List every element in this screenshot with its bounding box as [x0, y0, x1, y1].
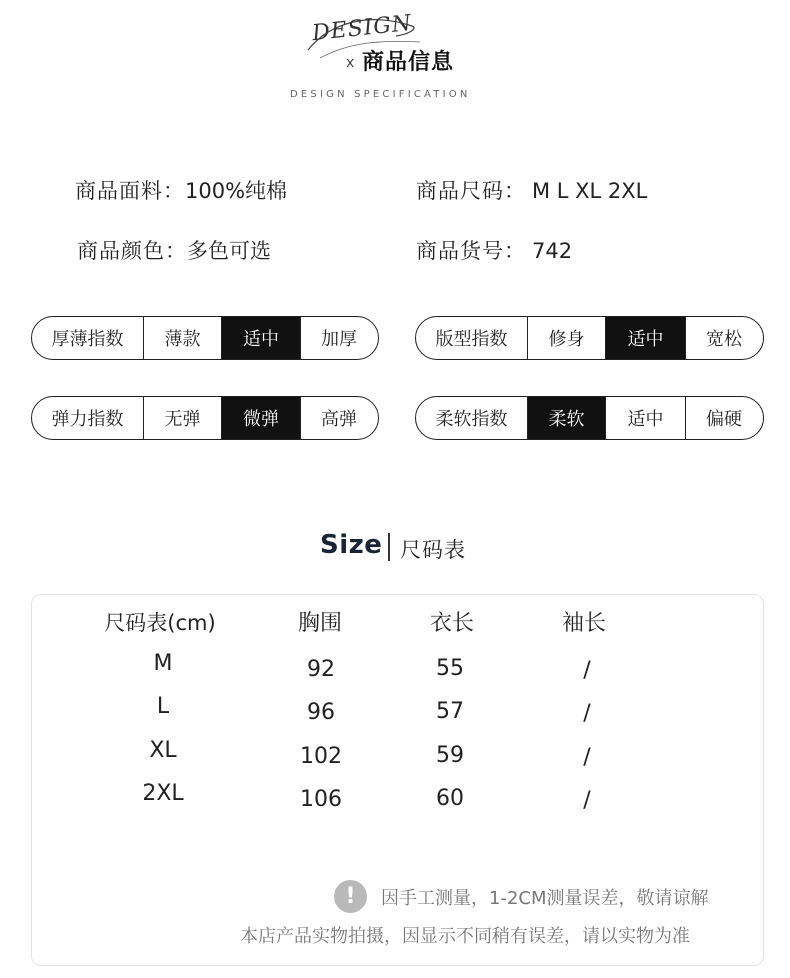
spec-item-no [416, 235, 572, 265]
index-thickness-option-medium: 适中 [221, 317, 300, 359]
logo-script-text: DESIGN [310, 10, 414, 47]
index-elasticity [31, 396, 379, 440]
spec-color [77, 235, 271, 265]
size-table-header-sleeve: 袖长 [561, 611, 606, 636]
exclamation-icon: ! [334, 880, 367, 913]
display-note: 本店产品实物拍摄，因显示不同稍有误差，请以实物为准 [240, 926, 690, 947]
spec-size-value: M L XL 2XL [532, 179, 648, 203]
index-fit-option-slim: 修身 [527, 317, 605, 359]
size-table-card [31, 594, 764, 966]
spec-color-value: 多色可选 [187, 239, 271, 263]
size-row-m-chest: 92 [307, 657, 335, 682]
index-fit-option-loose: 宽松 [685, 317, 762, 359]
size-row-l-chest: 96 [307, 700, 335, 725]
spec-fabric-label: 商品面料： [75, 179, 185, 203]
spec-fabric-value: 100%纯棉 [185, 179, 288, 203]
page-title: 商品信息 [362, 50, 455, 75]
index-softness [415, 396, 764, 440]
index-thickness [31, 316, 379, 360]
index-softness-option-hard: 偏硬 [685, 397, 762, 439]
spec-fabric [75, 175, 287, 205]
size-row-xl-chest: 102 [300, 744, 342, 769]
size-row-l-size: L [156, 694, 170, 719]
index-thickness-option-thick: 加厚 [300, 317, 377, 359]
size-row-xl-sleeve: / [583, 745, 591, 770]
index-fit-option-medium: 适中 [605, 317, 685, 359]
size-row-l-sleeve: / [583, 701, 591, 726]
index-softness-label: 柔软指数 [435, 409, 508, 430]
size-row-2xl-chest: 106 [300, 787, 342, 812]
size-row-2xl-sleeve: / [583, 788, 591, 813]
size-row-m-sleeve: / [583, 658, 591, 683]
index-thickness-option-thin: 薄款 [143, 317, 221, 359]
size-row-2xl-size: 2XL [142, 781, 184, 806]
index-elasticity-option-slight: 微弹 [221, 397, 300, 439]
index-fit [415, 316, 764, 360]
index-thickness-label: 厚薄指数 [51, 329, 124, 350]
spec-item-no-value: 742 [532, 239, 573, 263]
logo-x-mark: x [346, 55, 355, 71]
index-elasticity-option-high: 高弹 [300, 397, 377, 439]
size-table-header-size: 尺码表(cm) [104, 611, 216, 635]
index-fit-label: 版型指数 [435, 329, 508, 350]
measurement-note: 因手工测量，1-2CM测量误差，敬请谅解 [381, 888, 709, 909]
size-row-m-length: 55 [436, 656, 464, 681]
size-heading-cn: 尺码表 [400, 538, 466, 562]
size-heading-divider [388, 533, 390, 561]
spec-size [416, 175, 647, 205]
size-table-header-chest: 胸围 [297, 611, 342, 636]
size-heading-en: Size [320, 530, 383, 560]
spec-color-label: 商品颜色： [77, 239, 187, 263]
spec-item-no-label: 商品货号： [416, 239, 526, 263]
index-softness-option-soft: 柔软 [527, 397, 605, 439]
size-table-header-length: 衣长 [429, 611, 474, 636]
size-row-xl-size: XL [149, 738, 177, 763]
index-elasticity-option-none: 无弹 [143, 397, 221, 439]
index-softness-option-medium: 适中 [605, 397, 685, 439]
size-row-2xl-length: 60 [436, 786, 464, 811]
page-subtitle: DESIGN SPECIFICATION [290, 89, 471, 100]
size-row-xl-length: 59 [436, 743, 464, 768]
index-elasticity-label: 弹力指数 [51, 409, 124, 430]
size-row-m-size: M [153, 651, 173, 676]
size-row-l-length: 57 [436, 699, 464, 724]
spec-size-label: 商品尺码： [416, 179, 526, 203]
